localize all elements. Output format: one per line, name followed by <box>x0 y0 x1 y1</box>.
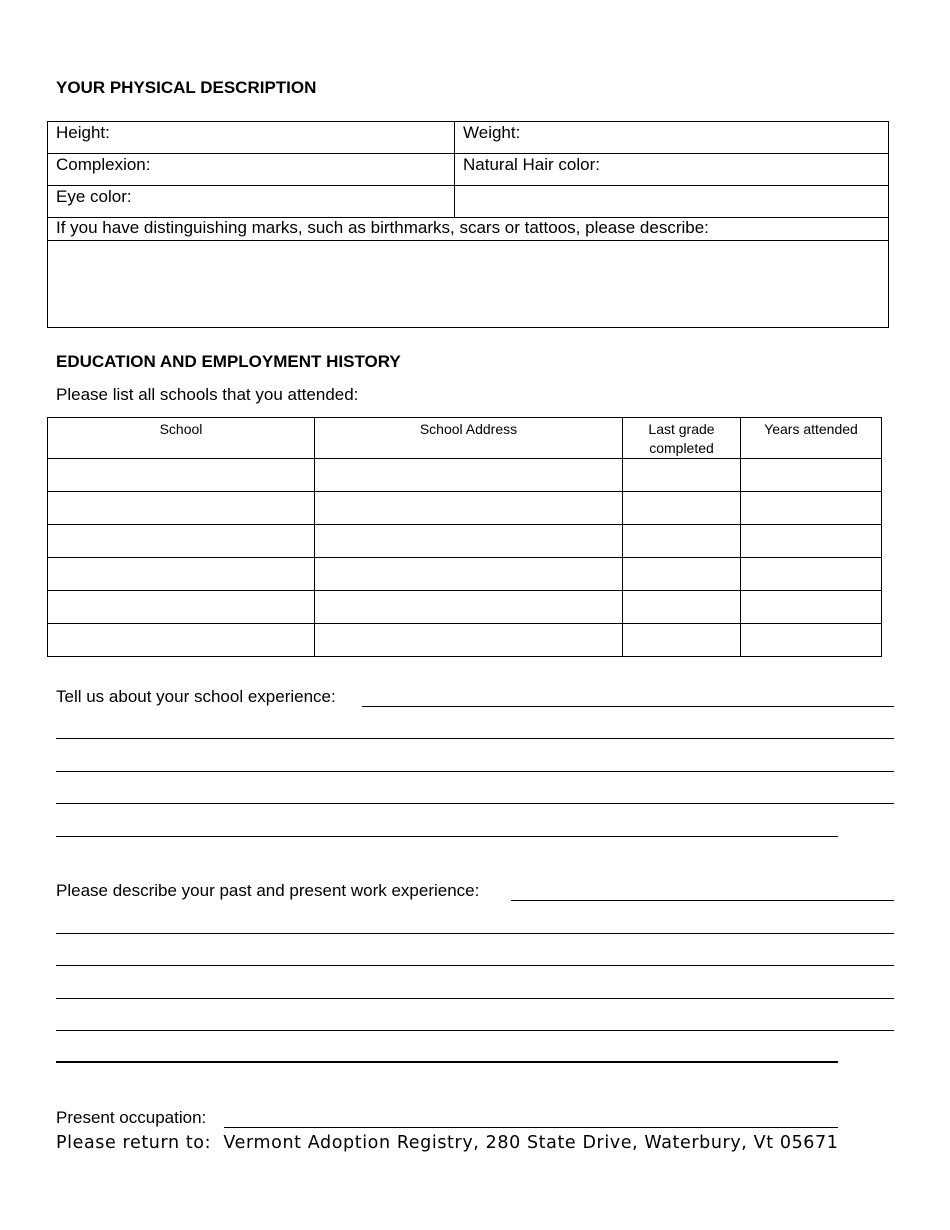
weight-label: Weight: <box>463 123 521 142</box>
education-heading: EDUCATION AND EMPLOYMENT HISTORY <box>56 352 401 371</box>
school-cell[interactable] <box>48 624 315 657</box>
complexion-field[interactable] <box>48 154 455 186</box>
years-cell[interactable] <box>741 591 882 624</box>
grade-cell[interactable] <box>623 591 741 624</box>
school-experience-line[interactable] <box>56 803 894 804</box>
school-cell[interactable] <box>48 459 315 492</box>
table-row <box>48 558 882 591</box>
address-cell[interactable] <box>315 492 623 525</box>
schools-table <box>47 417 882 657</box>
work-experience-line[interactable] <box>56 1030 894 1031</box>
work-experience-line[interactable] <box>511 900 894 901</box>
school-cell[interactable] <box>48 525 315 558</box>
school-experience-label: Tell us about your school experience: <box>56 687 336 706</box>
address-cell[interactable] <box>315 459 623 492</box>
eye-color-field[interactable] <box>48 186 455 218</box>
physical-description-table <box>47 121 889 328</box>
school-experience-line[interactable] <box>56 771 894 772</box>
height-label: Height: <box>56 123 110 142</box>
distinguishing-marks-label: If you have distinguishing marks, such as birthmarks, scars or tattoos, please describe: <box>48 218 889 241</box>
return-address-line <box>56 1133 839 1153</box>
grade-cell[interactable] <box>623 525 741 558</box>
address-cell[interactable] <box>315 558 623 591</box>
grade-cell[interactable] <box>623 459 741 492</box>
physical-description-heading: YOUR PHYSICAL DESCRIPTION <box>56 78 317 97</box>
work-experience-line[interactable] <box>56 965 894 966</box>
empty-cell <box>455 186 889 218</box>
weight-field[interactable] <box>455 122 889 154</box>
years-cell[interactable] <box>741 558 882 591</box>
work-experience-label: Please describe your past and present work experience: <box>56 881 480 900</box>
schools-prompt: Please list all schools that you attended: <box>56 385 359 404</box>
column-header-years-attended: Years attended <box>741 418 882 459</box>
column-header-school: School <box>48 418 315 459</box>
address-cell[interactable] <box>315 525 623 558</box>
address-cell[interactable] <box>315 591 623 624</box>
school-cell[interactable] <box>48 492 315 525</box>
years-cell[interactable] <box>741 459 882 492</box>
years-cell[interactable] <box>741 492 882 525</box>
school-cell[interactable] <box>48 591 315 624</box>
school-cell[interactable] <box>48 558 315 591</box>
school-experience-line[interactable] <box>56 738 894 739</box>
complexion-label: Complexion: <box>56 155 151 174</box>
hair-color-label: Natural Hair color: <box>463 155 600 174</box>
return-address: Vermont Adoption Registry, 280 State Drive, Waterbury, Vt 05671 <box>223 1133 839 1153</box>
address-cell[interactable] <box>315 624 623 657</box>
distinguishing-marks-field[interactable] <box>48 241 889 328</box>
grade-cell[interactable] <box>623 492 741 525</box>
table-row <box>48 492 882 525</box>
years-cell[interactable] <box>741 525 882 558</box>
years-cell[interactable] <box>741 624 882 657</box>
table-row <box>48 624 882 657</box>
eye-color-label: Eye color: <box>56 187 132 206</box>
grade-cell[interactable] <box>623 624 741 657</box>
return-label: Please return to: <box>56 1133 212 1153</box>
work-experience-line[interactable] <box>56 1061 838 1063</box>
table-row <box>48 525 882 558</box>
column-header-last-grade: Last grade completed <box>623 418 741 459</box>
column-header-school-address: School Address <box>315 418 623 459</box>
present-occupation-line[interactable] <box>224 1127 838 1128</box>
school-experience-line[interactable] <box>56 836 838 837</box>
work-experience-line[interactable] <box>56 998 894 999</box>
grade-cell[interactable] <box>623 558 741 591</box>
present-occupation-label: Present occupation: <box>56 1108 207 1127</box>
table-row <box>48 459 882 492</box>
work-experience-line[interactable] <box>56 933 894 934</box>
school-experience-line[interactable] <box>362 706 894 707</box>
hair-color-field[interactable] <box>455 154 889 186</box>
table-row <box>48 591 882 624</box>
height-field[interactable] <box>48 122 455 154</box>
